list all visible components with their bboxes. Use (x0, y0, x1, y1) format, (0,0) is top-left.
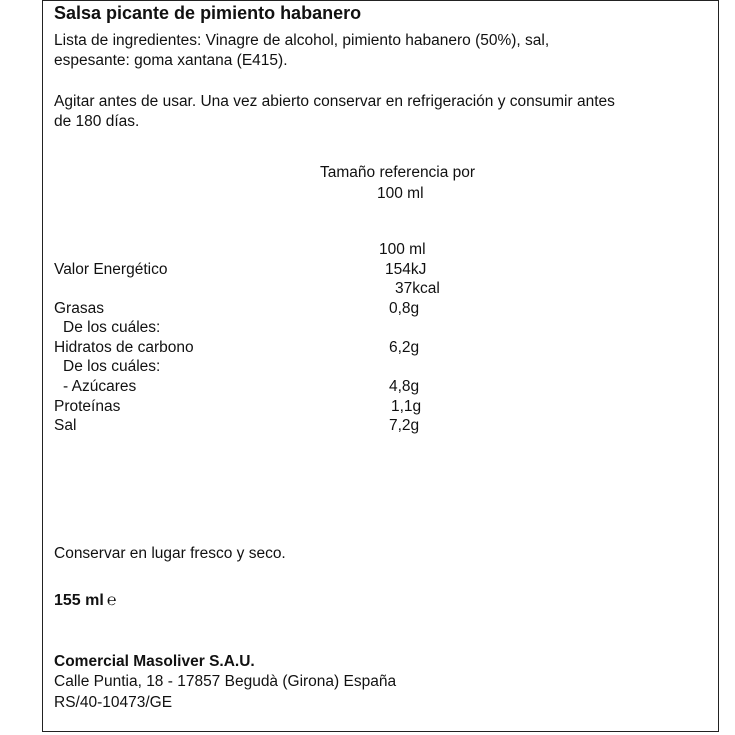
ingredients-line-2: espesante: goma xantana (E415). (54, 52, 288, 69)
salt-value: 7,2g (389, 417, 420, 434)
fat-sub-label: De los cuáles: (63, 319, 161, 336)
usage-line-2: de 180 días. (54, 113, 140, 130)
product-title: Salsa picante de pimiento habanero (54, 3, 362, 23)
usage-line-1: Agitar antes de usar. Una vez abierto conservar en refrigeración y consumir antes (54, 93, 615, 110)
protein-value: 1,1g (391, 398, 422, 415)
reference-line-2: 100 ml (377, 185, 424, 202)
carbs-label: Hidratos de carbono (54, 339, 194, 356)
fat-label: Grasas (54, 300, 104, 317)
net-quantity (54, 591, 116, 610)
carbs-value: 6,2g (389, 339, 420, 356)
storage-instructions: Conservar en lugar fresco y seco. (54, 545, 286, 562)
nutrition-column-header: 100 ml (379, 241, 426, 258)
energy-kj-value: 154kJ (385, 261, 427, 278)
protein-label: Proteínas (54, 398, 121, 415)
sugars-value: 4,8g (389, 378, 420, 395)
salt-label: Sal (54, 417, 77, 434)
ingredients-line-1: Lista de ingredientes: Vinagre de alcohol, pimiento habanero (50%), sal, (54, 32, 550, 49)
sugars-label: - Azúcares (63, 378, 137, 395)
energy-label: Valor Energético (54, 261, 168, 278)
company-name: Comercial Masoliver S.A.U. (54, 653, 255, 670)
company-registry: RS/40-10473/GE (54, 694, 173, 711)
net-quantity-amount: 155 ml (54, 592, 104, 609)
reference-line-1: Tamaño referencia por (320, 164, 476, 181)
estimated-sign-icon: ℮ (106, 592, 117, 609)
fat-value: 0,8g (389, 300, 420, 317)
carbs-sub-label: De los cuáles: (63, 358, 161, 375)
company-address: Calle Puntia, 18 - 17857 Begudà (Girona) España (54, 673, 397, 690)
label-frame (42, 0, 719, 732)
energy-kcal-value: 37kcal (395, 280, 440, 297)
